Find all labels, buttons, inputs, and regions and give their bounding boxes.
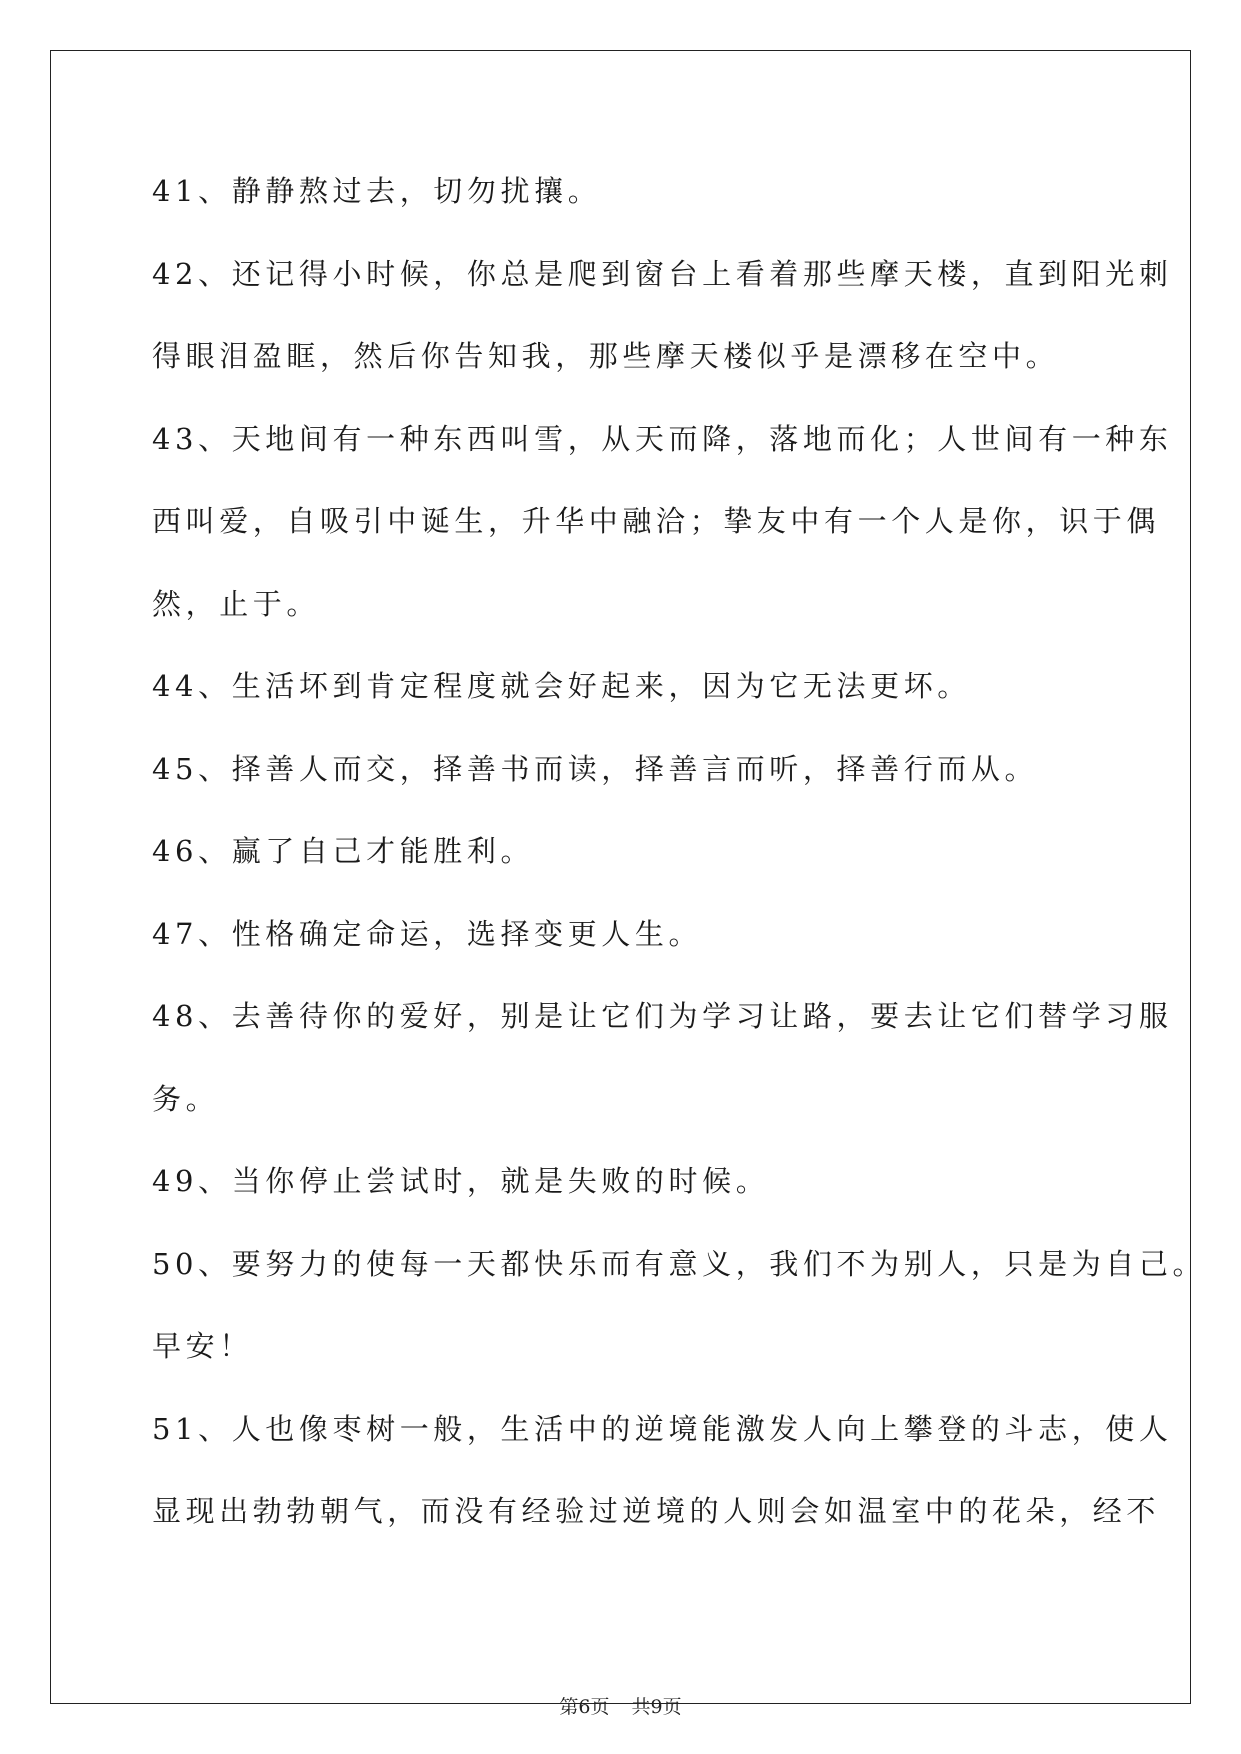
text-line: 50、要努力的使每一天都快乐而有意义，我们不为别人，只是为自己。 [152, 1246, 1207, 1281]
text-line: 显现出勃勃朝气，而没有经验过逆境的人则会如温室中的花朵，经不 [152, 1494, 1161, 1528]
text-line: 51、人也像枣树一般，生活中的逆境能激发人向上攀登的斗志，使人 [152, 1411, 1173, 1446]
text-line: 西叫爱，自吸引中诞生，升华中融洽；挚友中有一个人是你，识于偶 [152, 504, 1161, 538]
text-line: 务。 [152, 1081, 220, 1116]
text-line: 然，止于。 [152, 586, 321, 621]
text-line: 42、还记得小时候，你总是爬到窗台上看着那些摩天楼，直到阳光刺 [152, 256, 1173, 291]
text-line: 49、当你停止尝试时，就是失败的时候。 [152, 1164, 770, 1198]
text-line: 早安！ [152, 1329, 253, 1363]
text-line: 得眼泪盈眶，然后你告知我，那些摩天楼似乎是漂移在空中。 [152, 339, 1060, 373]
text-line: 41、静静熬过去，切勿扰攘。 [152, 174, 602, 208]
text-line: 43、天地间有一种东西叫雪，从天而降，落地而化；人世间有一种东 [152, 421, 1173, 456]
page-number-current: 第6页 [559, 1696, 610, 1718]
text-line: 48、去善待你的爱好，别是让它们为学习让路，要去让它们替学习服 [152, 999, 1173, 1033]
text-line: 46、赢了自己才能胜利。 [152, 834, 535, 868]
text-line: 45、择善人而交，择善书而读，择善言而听，择善行而从。 [152, 751, 1039, 786]
document-body [152, 150, 1207, 1553]
text-line: 47、性格确定命运，选择变更人生。 [152, 916, 703, 951]
text-line: 44、生活坏到肯定程度就会好起来，因为它无法更坏。 [152, 669, 971, 703]
page-footer [0, 1695, 1241, 1719]
page-number-total: 共9页 [631, 1696, 682, 1718]
